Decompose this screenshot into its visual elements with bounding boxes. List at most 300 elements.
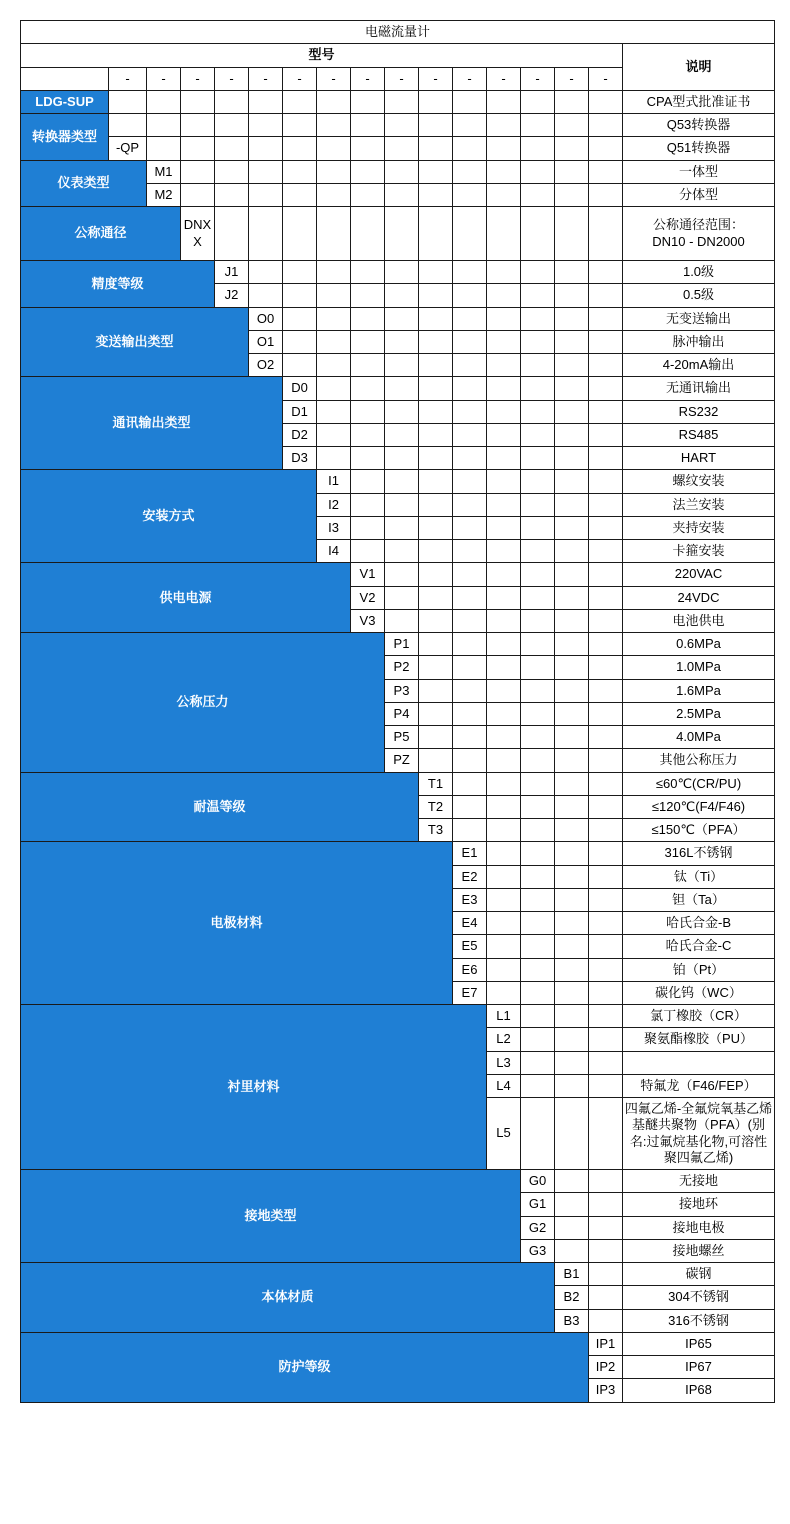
- empty-cell: [521, 207, 555, 261]
- empty-cell: [589, 284, 623, 307]
- empty-cell: [351, 160, 385, 183]
- code-cell-power-supply[interactable]: V3: [351, 609, 385, 632]
- empty-cell: [453, 540, 487, 563]
- table-row: [21, 114, 775, 137]
- description-cell-electrode-material: 哈氏合金-B: [623, 912, 775, 935]
- empty-cell: [589, 656, 623, 679]
- empty-cell: [419, 207, 453, 261]
- empty-cell: [385, 207, 419, 261]
- empty-cell: [453, 563, 487, 586]
- description-cell-grounding-type: 接地螺丝: [623, 1239, 775, 1262]
- empty-cell: [589, 447, 623, 470]
- code-cell-lining-material[interactable]: L4: [487, 1074, 521, 1097]
- empty-cell: [453, 702, 487, 725]
- empty-cell: [521, 354, 555, 377]
- code-cell-body-material[interactable]: B2: [555, 1286, 589, 1309]
- code-cell-grounding-type[interactable]: G0: [521, 1170, 555, 1193]
- empty-cell: [555, 377, 589, 400]
- empty-cell: [385, 586, 419, 609]
- empty-cell: [487, 958, 521, 981]
- code-cell-protection-grade[interactable]: IP3: [589, 1379, 623, 1402]
- empty-cell: [589, 1170, 623, 1193]
- code-cell-lining-material[interactable]: L2: [487, 1028, 521, 1051]
- description-cell-lining-material: 聚氨酯橡胶（PU）: [623, 1028, 775, 1051]
- empty-cell: [419, 679, 453, 702]
- empty-cell: [283, 160, 317, 183]
- empty-cell: [351, 261, 385, 284]
- empty-cell: [385, 516, 419, 539]
- description-cell-transmit-output-type: 无变送输出: [623, 307, 775, 330]
- code-cell-body-material[interactable]: B1: [555, 1263, 589, 1286]
- empty-cell: [555, 400, 589, 423]
- empty-cell: [181, 160, 215, 183]
- empty-cell: [589, 1309, 623, 1332]
- empty-cell: [589, 114, 623, 137]
- description-cell-communication-output-type: 无通讯输出: [623, 377, 775, 400]
- empty-cell: [385, 261, 419, 284]
- empty-cell: [555, 702, 589, 725]
- code-cell-power-supply[interactable]: V2: [351, 586, 385, 609]
- empty-cell: [521, 633, 555, 656]
- empty-cell: [419, 563, 453, 586]
- code-cell-electrode-material[interactable]: E2: [453, 865, 487, 888]
- code-cell-accuracy-grade[interactable]: J2: [215, 284, 249, 307]
- empty-cell: [453, 516, 487, 539]
- empty-cell: [589, 912, 623, 935]
- empty-cell: [419, 137, 453, 160]
- empty-cell: [521, 447, 555, 470]
- empty-cell: [385, 423, 419, 446]
- empty-cell: [589, 354, 623, 377]
- code-cell-electrode-material[interactable]: E5: [453, 935, 487, 958]
- empty-cell: [419, 493, 453, 516]
- description-cell-body-material: 304不锈钢: [623, 1286, 775, 1309]
- empty-cell: [317, 354, 351, 377]
- code-cell-lining-material[interactable]: L3: [487, 1051, 521, 1074]
- empty-cell: [521, 284, 555, 307]
- description-cell-power-supply: 24VDC: [623, 586, 775, 609]
- section-label-instrument-type: 仪表类型: [21, 160, 147, 207]
- description-cell-temperature-grade: ≤120℃(F4/F46): [623, 795, 775, 818]
- description-cell-electrode-material: 碳化钨（WC）: [623, 981, 775, 1004]
- empty-cell: [487, 888, 521, 911]
- section-label-body-material: 本体材质: [21, 1263, 555, 1333]
- empty-cell: [419, 609, 453, 632]
- empty-cell: [589, 160, 623, 183]
- empty-cell: [215, 90, 249, 113]
- empty-cell: [385, 377, 419, 400]
- empty-cell: [453, 586, 487, 609]
- empty-cell: [589, 1074, 623, 1097]
- description-cell-electrode-material: 钽（Ta）: [623, 888, 775, 911]
- description-cell-installation-method: 夹持安装: [623, 516, 775, 539]
- empty-cell: [181, 137, 215, 160]
- empty-cell: [215, 207, 249, 261]
- empty-cell: [351, 377, 385, 400]
- empty-cell: [589, 261, 623, 284]
- empty-cell: [589, 1193, 623, 1216]
- empty-cell: [589, 563, 623, 586]
- empty-cell: [487, 702, 521, 725]
- empty-cell: [487, 354, 521, 377]
- empty-cell: [419, 423, 453, 446]
- description-cell-nominal-pressure: 0.6MPa: [623, 633, 775, 656]
- empty-cell: [487, 912, 521, 935]
- description-cell-base: CPA型式批准证书: [623, 90, 775, 113]
- empty-cell: [589, 1098, 623, 1170]
- empty-cell: [487, 183, 521, 206]
- empty-cell: [521, 912, 555, 935]
- code-cell-accuracy-grade[interactable]: J1: [215, 261, 249, 284]
- empty-cell: [555, 865, 589, 888]
- empty-cell: [453, 183, 487, 206]
- empty-cell: [147, 90, 181, 113]
- empty-cell: [589, 423, 623, 446]
- description-cell-body-material: 316不锈钢: [623, 1309, 775, 1332]
- description-cell-lining-material: [623, 1051, 775, 1074]
- empty-cell: [385, 609, 419, 632]
- description-cell-temperature-grade: ≤60℃(CR/PU): [623, 772, 775, 795]
- description-cell-nominal-pressure: 1.6MPa: [623, 679, 775, 702]
- empty-cell: [351, 423, 385, 446]
- description-cell-electrode-material: 钛（Ti）: [623, 865, 775, 888]
- empty-cell: [181, 183, 215, 206]
- empty-cell: [419, 183, 453, 206]
- empty-cell: [555, 307, 589, 330]
- empty-cell: [385, 90, 419, 113]
- empty-cell: [555, 183, 589, 206]
- code-cell-body-material[interactable]: B3: [555, 1309, 589, 1332]
- code-cell-instrument-type[interactable]: M1: [147, 160, 181, 183]
- dash-cell: -: [419, 67, 453, 90]
- table-body: [21, 21, 775, 1403]
- empty-cell: [283, 307, 317, 330]
- empty-cell: [487, 772, 521, 795]
- code-cell-grounding-type[interactable]: G1: [521, 1193, 555, 1216]
- code-cell-grounding-type[interactable]: G2: [521, 1216, 555, 1239]
- empty-cell: [555, 423, 589, 446]
- description-cell-converter-type: Q53转换器: [623, 114, 775, 137]
- empty-cell: [589, 865, 623, 888]
- code-cell-electrode-material[interactable]: E1: [453, 842, 487, 865]
- empty-cell: [317, 330, 351, 353]
- empty-cell: [453, 656, 487, 679]
- empty-cell: [317, 137, 351, 160]
- empty-cell: [589, 400, 623, 423]
- empty-cell: [487, 330, 521, 353]
- empty-cell: [385, 447, 419, 470]
- empty-cell: [487, 679, 521, 702]
- description-cell-protection-grade: IP67: [623, 1356, 775, 1379]
- empty-cell: [419, 90, 453, 113]
- empty-cell: [555, 563, 589, 586]
- code-cell-lining-material[interactable]: L5: [487, 1098, 521, 1170]
- empty-cell: [351, 540, 385, 563]
- description-cell-temperature-grade: ≤150℃（PFA）: [623, 819, 775, 842]
- dash-cell: -: [385, 67, 419, 90]
- empty-cell: [589, 1028, 623, 1051]
- empty-cell: [521, 958, 555, 981]
- empty-cell: [351, 90, 385, 113]
- empty-cell: [521, 493, 555, 516]
- empty-cell: [453, 493, 487, 516]
- code-cell-communication-output-type[interactable]: D2: [283, 423, 317, 446]
- empty-cell: [487, 749, 521, 772]
- description-cell-installation-method: 卡箍安装: [623, 540, 775, 563]
- empty-cell: [555, 842, 589, 865]
- empty-cell: [385, 330, 419, 353]
- code-cell-temperature-grade[interactable]: T3: [419, 819, 453, 842]
- empty-cell: [589, 702, 623, 725]
- dash-cell: -: [283, 67, 317, 90]
- code-cell-nominal-pressure[interactable]: P2: [385, 656, 419, 679]
- empty-cell: [419, 447, 453, 470]
- empty-cell: [555, 114, 589, 137]
- empty-cell: [453, 377, 487, 400]
- empty-cell: [487, 377, 521, 400]
- table-row: [21, 1263, 775, 1286]
- section-label-nominal-pressure: 公称压力: [21, 633, 385, 773]
- description-cell-transmit-output-type: 4-20mA输出: [623, 354, 775, 377]
- empty-cell: [589, 330, 623, 353]
- code-cell-installation-method[interactable]: I1: [317, 470, 351, 493]
- empty-cell: [521, 842, 555, 865]
- empty-cell: [419, 160, 453, 183]
- description-cell-grounding-type: 接地环: [623, 1193, 775, 1216]
- empty-cell: [453, 447, 487, 470]
- empty-cell: [555, 958, 589, 981]
- empty-cell: [555, 447, 589, 470]
- code-cell-instrument-type[interactable]: M2: [147, 183, 181, 206]
- empty-cell: [283, 354, 317, 377]
- empty-cell: [589, 1005, 623, 1028]
- empty-cell: [351, 207, 385, 261]
- empty-cell: [351, 330, 385, 353]
- empty-cell: [521, 516, 555, 539]
- empty-cell: [521, 563, 555, 586]
- empty-cell: [249, 183, 283, 206]
- empty-cell: [589, 90, 623, 113]
- code-cell-nominal-pressure[interactable]: P4: [385, 702, 419, 725]
- empty-cell: [419, 656, 453, 679]
- code-cell-lining-material[interactable]: L1: [487, 1005, 521, 1028]
- empty-cell: [249, 137, 283, 160]
- empty-cell: [589, 981, 623, 1004]
- empty-cell: [317, 307, 351, 330]
- description-cell-installation-method: 螺纹安装: [623, 470, 775, 493]
- empty-cell: [249, 261, 283, 284]
- dash-cell: -: [109, 67, 147, 90]
- code-cell-installation-method[interactable]: I4: [317, 540, 351, 563]
- empty-cell: [317, 207, 351, 261]
- empty-cell: [317, 447, 351, 470]
- empty-cell: [487, 842, 521, 865]
- dash-cell: -: [589, 67, 623, 90]
- table-row: [21, 633, 775, 656]
- empty-cell: [521, 609, 555, 632]
- empty-cell: [555, 261, 589, 284]
- empty-cell: [555, 1170, 589, 1193]
- description-cell-power-supply: 220VAC: [623, 563, 775, 586]
- description-cell-electrode-material: 铂（Pt）: [623, 958, 775, 981]
- empty-cell: [351, 307, 385, 330]
- empty-cell: [487, 261, 521, 284]
- document-title: 电磁流量计: [21, 21, 775, 44]
- empty-cell: [317, 160, 351, 183]
- empty-cell: [487, 819, 521, 842]
- empty-cell: [555, 1193, 589, 1216]
- table-row: [21, 261, 775, 284]
- empty-cell: [453, 609, 487, 632]
- empty-cell: [487, 633, 521, 656]
- empty-cell: [487, 470, 521, 493]
- empty-cell: [487, 726, 521, 749]
- empty-cell: [385, 563, 419, 586]
- empty-cell: [385, 470, 419, 493]
- empty-cell: [419, 284, 453, 307]
- code-cell-nominal-pressure[interactable]: P5: [385, 726, 419, 749]
- description-cell-instrument-type: 一体型: [623, 160, 775, 183]
- empty-cell: [589, 586, 623, 609]
- code-cell-converter-type[interactable]: [109, 114, 147, 137]
- code-cell-electrode-material[interactable]: E3: [453, 888, 487, 911]
- empty-cell: [555, 1098, 589, 1170]
- dash-cell: -: [521, 67, 555, 90]
- empty-cell: [555, 935, 589, 958]
- empty-cell: [555, 1216, 589, 1239]
- empty-cell: [589, 207, 623, 261]
- empty-cell: [589, 888, 623, 911]
- empty-cell: [181, 114, 215, 137]
- empty-cell: [419, 307, 453, 330]
- empty-cell: [453, 819, 487, 842]
- code-cell-communication-output-type[interactable]: D3: [283, 447, 317, 470]
- empty-cell: [385, 493, 419, 516]
- code-cell-grounding-type[interactable]: G3: [521, 1239, 555, 1262]
- empty-cell: [555, 912, 589, 935]
- code-cell-nominal-pressure[interactable]: P3: [385, 679, 419, 702]
- code-cell-electrode-material[interactable]: E7: [453, 981, 487, 1004]
- code-cell-converter-type[interactable]: -QP: [109, 137, 147, 160]
- empty-cell: [555, 981, 589, 1004]
- table-row: [21, 377, 775, 400]
- code-cell-protection-grade[interactable]: IP2: [589, 1356, 623, 1379]
- description-cell-lining-material: 氯丁橡胶（CR）: [623, 1005, 775, 1028]
- description-cell-lining-material: 特氟龙（F46/FEP）: [623, 1074, 775, 1097]
- dash-cell: -: [351, 67, 385, 90]
- code-cell-transmit-output-type[interactable]: O2: [249, 354, 283, 377]
- empty-cell: [555, 160, 589, 183]
- empty-cell: [521, 261, 555, 284]
- code-cell-temperature-grade[interactable]: T1: [419, 772, 453, 795]
- empty-cell: [249, 207, 283, 261]
- code-cell-nominal-pressure[interactable]: PZ: [385, 749, 419, 772]
- empty-cell: [487, 935, 521, 958]
- empty-cell: [147, 114, 181, 137]
- empty-cell: [487, 656, 521, 679]
- code-cell-transmit-output-type[interactable]: O0: [249, 307, 283, 330]
- empty-cell: [555, 284, 589, 307]
- empty-cell: [487, 137, 521, 160]
- code-cell-communication-output-type[interactable]: D0: [283, 377, 317, 400]
- empty-cell: [351, 447, 385, 470]
- code-cell-installation-method[interactable]: I2: [317, 493, 351, 516]
- dash-cell: -: [453, 67, 487, 90]
- empty-cell: [521, 160, 555, 183]
- code-cell-nominal-diameter[interactable]: DNXX: [181, 207, 215, 261]
- section-label-communication-output-type: 通讯输出类型: [21, 377, 283, 470]
- code-cell-protection-grade[interactable]: IP1: [589, 1332, 623, 1355]
- empty-cell: [351, 137, 385, 160]
- empty-cell: [521, 656, 555, 679]
- description-cell-grounding-type: 接地电极: [623, 1216, 775, 1239]
- empty-cell: [317, 423, 351, 446]
- empty-cell: [555, 470, 589, 493]
- title-row: [21, 21, 775, 44]
- empty-cell: [385, 307, 419, 330]
- empty-cell: [419, 377, 453, 400]
- empty-cell: [589, 1216, 623, 1239]
- empty-cell: [487, 90, 521, 113]
- description-cell-electrode-material: 316L不锈钢: [623, 842, 775, 865]
- empty-cell: [487, 609, 521, 632]
- empty-cell: [521, 749, 555, 772]
- section-label-converter-type: 转换器类型: [21, 114, 109, 161]
- code-cell-electrode-material[interactable]: E4: [453, 912, 487, 935]
- table-row: [21, 1170, 775, 1193]
- description-cell-transmit-output-type: 脉冲输出: [623, 330, 775, 353]
- description-cell-body-material: 碳钢: [623, 1263, 775, 1286]
- code-cell-communication-output-type[interactable]: D1: [283, 400, 317, 423]
- code-cell-power-supply[interactable]: V1: [351, 563, 385, 586]
- empty-cell: [317, 284, 351, 307]
- description-cell-protection-grade: IP65: [623, 1332, 775, 1355]
- empty-cell: [453, 470, 487, 493]
- empty-cell: [521, 865, 555, 888]
- empty-cell: [249, 160, 283, 183]
- empty-cell: [555, 609, 589, 632]
- model-selection-table: [20, 20, 775, 1403]
- section-label-installation-method: 安装方式: [21, 470, 317, 563]
- empty-cell: [453, 679, 487, 702]
- code-cell-electrode-material[interactable]: E6: [453, 958, 487, 981]
- empty-cell: [453, 160, 487, 183]
- empty-cell: [555, 354, 589, 377]
- empty-cell: [487, 284, 521, 307]
- empty-cell: [555, 586, 589, 609]
- empty-cell: [487, 207, 521, 261]
- empty-cell: [521, 772, 555, 795]
- empty-cell: [521, 1051, 555, 1074]
- empty-cell: [589, 540, 623, 563]
- code-cell-installation-method[interactable]: I3: [317, 516, 351, 539]
- description-cell-nominal-pressure: 4.0MPa: [623, 726, 775, 749]
- empty-cell: [385, 284, 419, 307]
- empty-cell: [419, 540, 453, 563]
- empty-cell: [521, 1098, 555, 1170]
- dash-cell-blank: [21, 67, 109, 90]
- empty-cell: [555, 795, 589, 818]
- code-cell-nominal-pressure[interactable]: P1: [385, 633, 419, 656]
- empty-cell: [385, 114, 419, 137]
- empty-cell: [487, 795, 521, 818]
- description-header: 说明: [623, 44, 775, 91]
- empty-cell: [555, 1028, 589, 1051]
- code-cell-transmit-output-type[interactable]: O1: [249, 330, 283, 353]
- code-cell-temperature-grade[interactable]: T2: [419, 795, 453, 818]
- empty-cell: [521, 307, 555, 330]
- empty-cell: [215, 114, 249, 137]
